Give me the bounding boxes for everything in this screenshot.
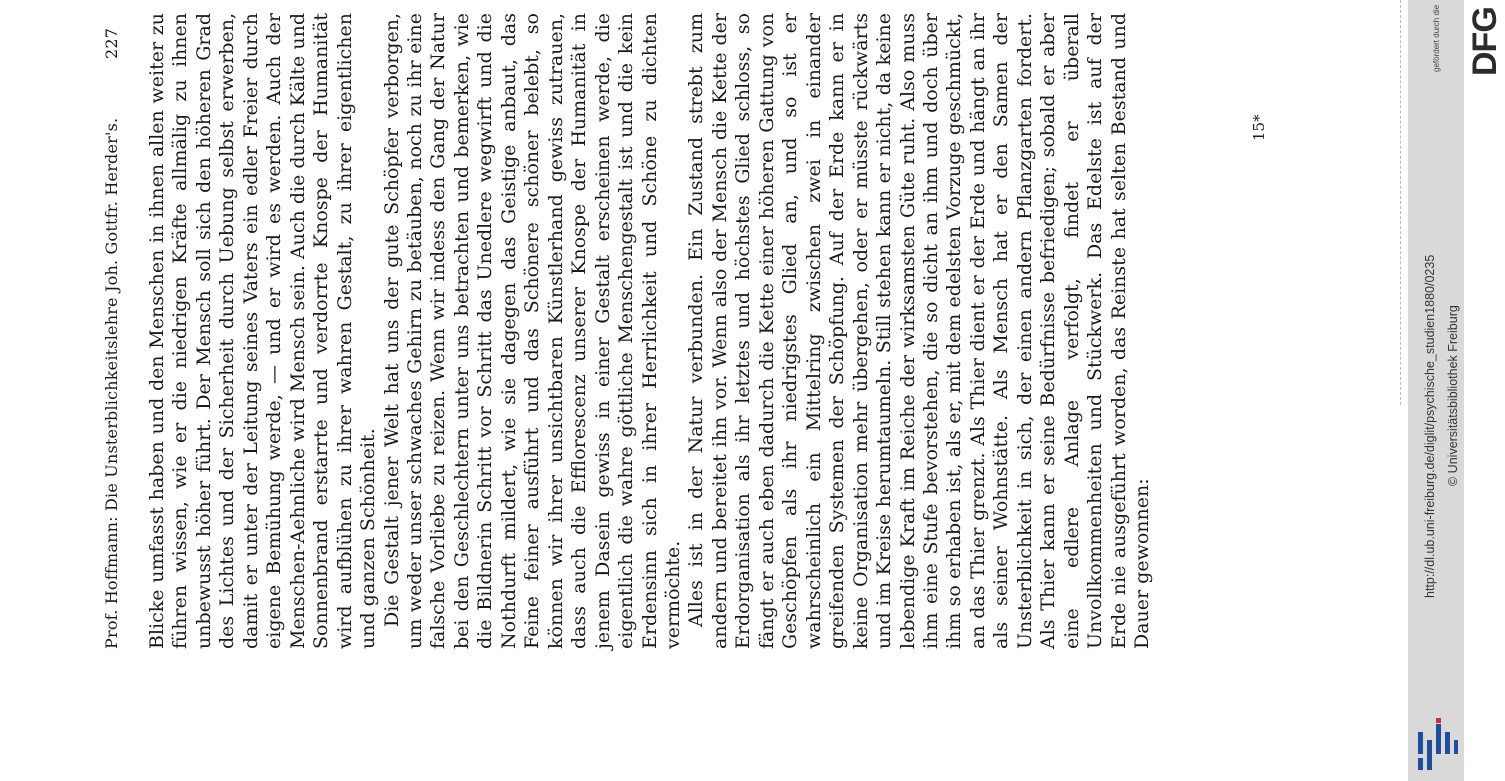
- paragraph-3: Alles ist in der Natur verbunden. Ein Zustand strebt zum andern und bereitet ihn vor. Wenn also der Mensch die Kette der Erdorganisation als ihr letztes und höchstes Glied schloss, so fängt er auch eben dadurch die Kette einer höheren Gattung von Geschöpfen als ihr niedrigstes Glied an, und so ist er wahrscheinlich ein Mittelring zwischen zwei in einander greifenden Systemen der Schöpfung. Auf der Erde kann er in keine Organisation mehr übergehen, oder er müsste rückwärts und im Kreise herumtaumeln. Still stehen kann er nicht, da keine lebendige Kraft im Reiche der wirksamsten Güte ruht. Also muss ihm eine Stufe bevorstehen, die so dicht an ihm und doch über ihm so erhaben ist, als er, mit dem edelsten Vorzuge geschmückt, an das Thier grenzt. Als Thier dient er der Erde und hängt an ihr als seiner Wohnstätte. Als Mensch hat er den Samen der Unsterblichkeit in sich, der einen andern Pflanzgarten fordert. Als Thier kann er seine Bedürfnisse befriedigen; sobald er aber eine edlere Anlage verfolgt, findet er überall Unvollkommenheiten und Stückwerk. Das Edelste ist auf der Erde nie ausgeführt worden, das Reinste hat selten Bestand und Dauer gewonnen:: [685, 13, 1154, 649]
- copyright-text: © Universitätsbibliothek Freiburg: [1446, 305, 1460, 486]
- ub-freiburg-logo-icon: [1414, 718, 1460, 774]
- logo-base: [1418, 758, 1423, 770]
- logo-bar-5: [1454, 740, 1458, 754]
- scanned-page: [90, 0, 1300, 781]
- paragraph-1: Blicke umfasst haben und den Menschen in ihnen allen weiter zu führen wissen, wie er die niedrigen Kräfte allmälig zu ihnen unbewusst höher führt. Der Mensch soll sich den höheren Grad des Lichtes und der Sicherheit durch Uebung selbst erwerben, damit er unter der Leitung seines Vaters ein edler Freier durch eigene Bemühung werde, — und er wird es werden. Auch der Menschen-Aehnliche wird Mensch sein. Auch die durch Kälte und Sonnenbrand erstarrte und verdorrte Knospe der Humanität wird aufblühen zu ihrer wahren Gestalt, zu ihrer eigentlichen und ganzen Schönheit.: [146, 13, 380, 649]
- running-head-title: Prof. Hoffmann: Die Unsterblichkeitslehre Joh. Gottfr. Herder's.: [102, 117, 121, 649]
- logo-bar-2: [1427, 740, 1432, 770]
- page-number: 227: [102, 27, 121, 59]
- logo-accent-red: [1436, 718, 1441, 723]
- logo-bar-1: [1418, 732, 1423, 754]
- dfg-logo-icon: DFG: [1466, 7, 1504, 76]
- logo-bar-3: [1436, 724, 1441, 754]
- logo-bar-4: [1445, 732, 1450, 754]
- permalink-url[interactable]: http://dl.ub.uni-freiburg.de/diglit/psychische_studien1880/0235: [1423, 254, 1437, 598]
- running-head: [100, 0, 124, 781]
- body-text: [146, 13, 1154, 649]
- paragraph-2: Die Gestalt jener Welt hat uns der gute Schöpfer verborgen, um weder unser schwaches Gehirn zu betäuben, noch zu ihr eine falsche Vorliebe zu reizen. Wenn wir indess den Gang der Natur bei den Geschlechtern unter uns betrachten und bemerken, wie die Bildnerin Schritt vor Schritt das Unedlere wegwirft und die Nothdurft mildert, wie sie dagegen das Geistige anbaut, das Feine feiner ausführt und das Schönere schöner belebt, so können wir ihrer unsichtbaren Künstlerhand gewiss zutrauen, dass auch die Efflorescenz unserer Knospe der Humanität in jenem Dasein gewiss in einer Gestalt erscheinen werde, die eigentlich die wahre göttliche Menschengestalt ist und die kein Erdensinn sich in ihrer Herrlichkeit und Schöne zu dichten vermöchte.: [380, 13, 684, 649]
- signature-mark: 15*: [1250, 114, 1268, 141]
- page-content: [90, 0, 1300, 781]
- funder-caption: gefördert durch die: [1432, 4, 1441, 72]
